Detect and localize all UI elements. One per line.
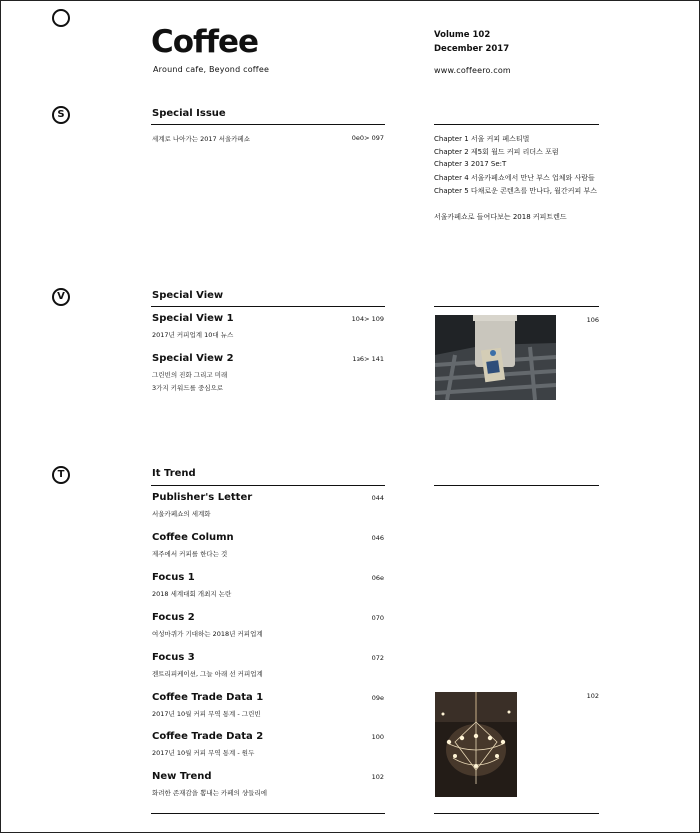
trend-right-bottom-rule	[434, 813, 599, 814]
special-view-1-title: Special View 1	[152, 313, 234, 324]
trend-item-sub: 제주에서 커피를 한다는 것	[152, 550, 228, 558]
trend-item-page: 06e	[371, 574, 384, 582]
trend-item-title: Focus 3	[152, 652, 195, 663]
special-view-1-pages: 104> 109	[351, 315, 384, 323]
special-view-2-pages: 1з6> 141	[352, 355, 384, 363]
special-issue-marker: S	[52, 106, 70, 124]
trend-item-title: Publisher's Letter	[152, 492, 253, 503]
chandelier-photo	[435, 692, 517, 797]
trend-item-sub: 화려한 존재감을 뽐내는 카페의 샹들리에	[152, 789, 268, 797]
special-view-rule	[151, 306, 385, 307]
special-view-marker: V	[52, 288, 70, 306]
magazine-logo: Coffee	[151, 24, 259, 60]
special-issue-headline: 세계로 나아가는 2017 서울카페쇼	[152, 135, 251, 143]
chapter-item: Chapter 2 제5회 월드 커피 리더스 포럼	[434, 148, 559, 156]
special-issue-pages: 0e0> 097	[351, 134, 384, 142]
trend-item-title: New Trend	[152, 771, 212, 782]
chapter-item: Chapter 5 다채로운 콘텐츠를 만나다, 월간커피 부스	[434, 187, 597, 195]
website: www.coffeero.com	[434, 66, 511, 75]
volume: Volume 102	[434, 30, 491, 40]
coffee-cup-photo	[435, 315, 556, 400]
trend-item-sub: 젠트리피케이션, 그늘 아래 선 커피업계	[152, 670, 263, 678]
trend-title: It Trend	[152, 468, 196, 479]
trend-item-page: 09e	[371, 694, 384, 702]
trend-item-sub: 2017년 10월 커피 무역 통계 - 원두	[152, 749, 255, 757]
special-view-right-rule	[434, 306, 599, 307]
special-issue-title: Special Issue	[152, 108, 226, 119]
top-marker-circle	[52, 9, 70, 27]
special-issue-footer: 서울카페쇼로 들여다보는 2018 커피트렌드	[434, 213, 567, 221]
special-issue-right-rule	[434, 124, 599, 125]
chapter-item: Chapter 4 서울카페쇼에서 만난 부스 업체와 사람들	[434, 174, 595, 182]
trend-item-sub: 서울카페쇼의 세계화	[152, 510, 211, 518]
trend-item-page: 046	[371, 534, 384, 542]
special-view-photo-page: 106	[586, 316, 599, 324]
issue-date: December 2017	[434, 44, 510, 54]
special-view-2-sub: 그린빈의 진화 그리고 미래	[152, 371, 228, 379]
special-view-2-sub: 3가지 키워드를 중심으로	[152, 384, 224, 392]
trend-item-title: Focus 2	[152, 612, 195, 623]
trend-item-title: Coffee Column	[152, 532, 234, 543]
chapter-item: Chapter 1 서울 커피 페스티벌	[434, 135, 530, 143]
trend-bottom-rule	[151, 813, 385, 814]
trend-item-sub: 여성마퀴가 기대하는 2018년 커피업계	[152, 630, 263, 638]
trend-item-page: 100	[371, 733, 384, 741]
special-view-2-title: Special View 2	[152, 353, 234, 364]
trend-item-title: Coffee Trade Data 1	[152, 692, 264, 703]
trend-item-page: 044	[371, 494, 384, 502]
chapter-item: Chapter 3 2017 Se:T	[434, 160, 507, 168]
trend-item-page: 070	[371, 614, 384, 622]
trend-item-sub: 2018 세계대회 개최지 논란	[152, 590, 232, 598]
trend-item-title: Focus 1	[152, 572, 195, 583]
special-view-title: Special View	[152, 290, 224, 301]
trend-rule	[151, 485, 385, 486]
trend-item-sub: 2017년 10월 커피 무역 통계 - 그린빈	[152, 710, 261, 718]
trend-item-title: Coffee Trade Data 2	[152, 731, 264, 742]
trend-marker: T	[52, 466, 70, 484]
special-issue-rule	[151, 124, 385, 125]
trend-photo-page: 102	[586, 692, 599, 700]
trend-right-rule	[434, 485, 599, 486]
trend-item-page: 072	[371, 654, 384, 662]
tagline: Around cafe, Beyond coffee	[153, 65, 270, 74]
trend-item-page: 102	[371, 773, 384, 781]
special-view-1-sub: 2017년 커피업계 10대 뉴스	[152, 331, 234, 339]
